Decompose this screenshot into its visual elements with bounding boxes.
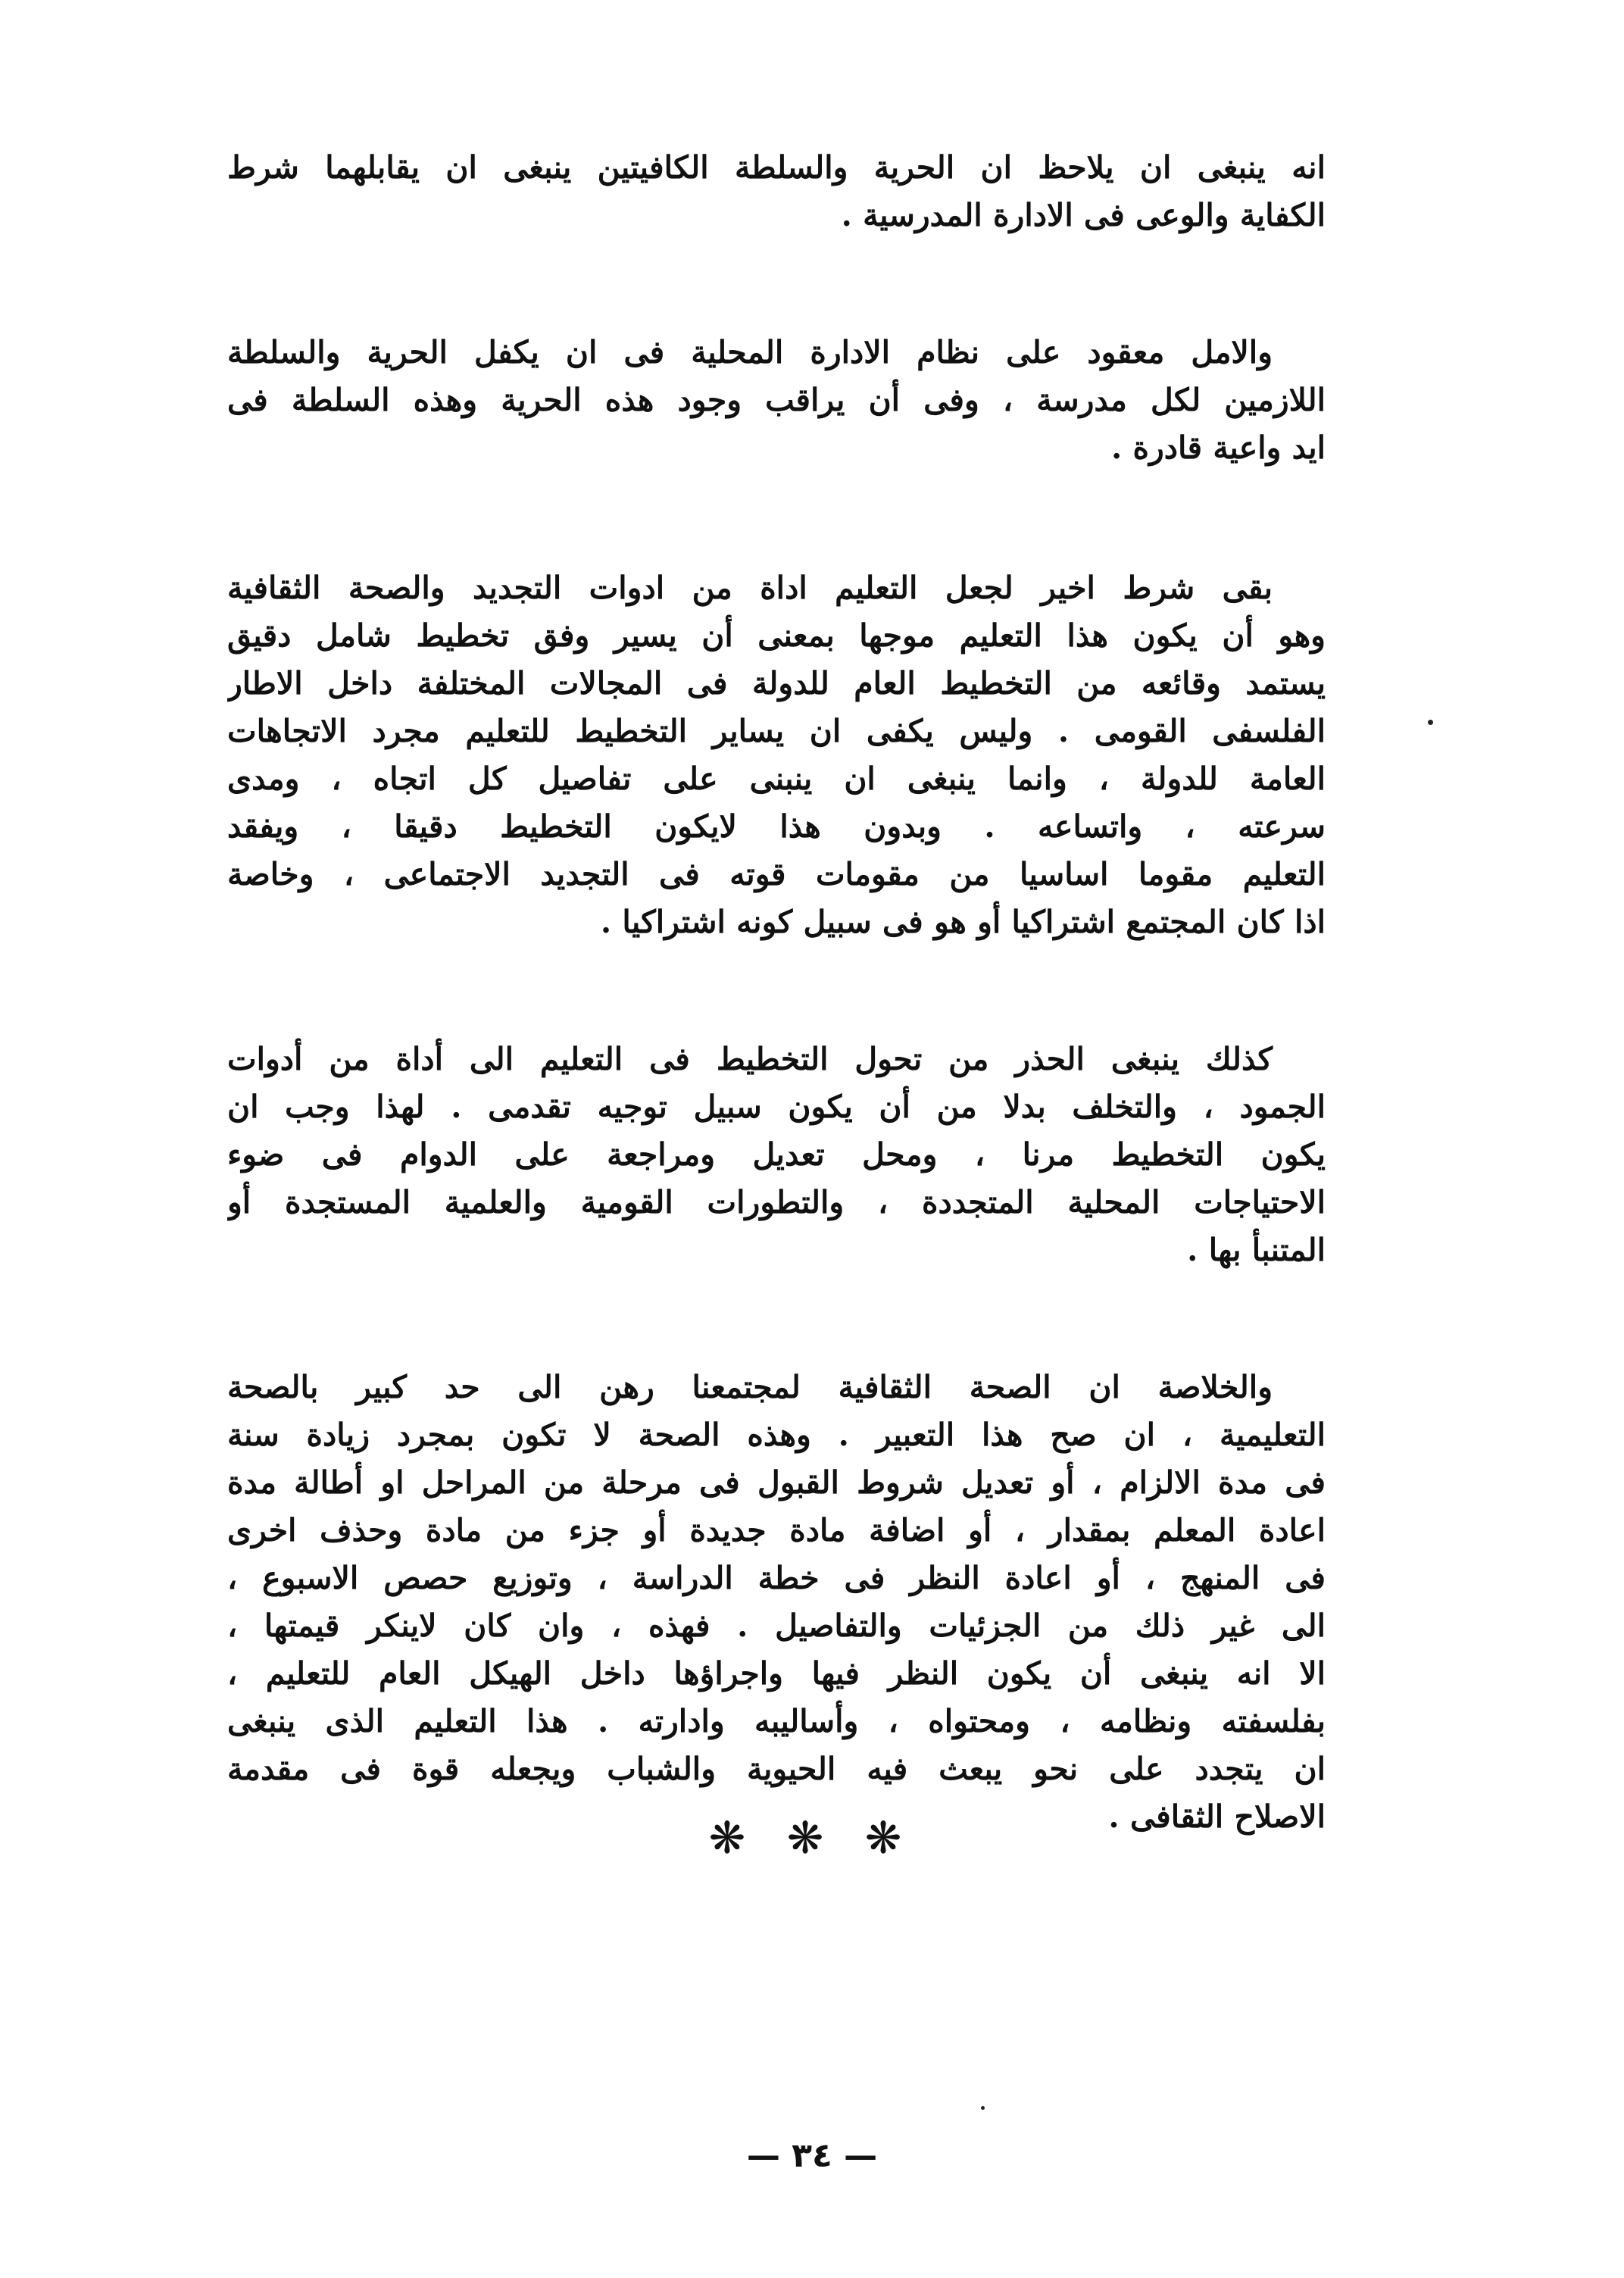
text-line: الاصلاح الثقافى .	[1108, 1798, 1326, 1835]
paragraph-5	[227, 1364, 1326, 1841]
text-line: والخلاصة ان الصحة الثقافية لمجتمعنا رهن الى حد كبير بالصحة	[227, 1369, 1273, 1405]
text-line: وهو أن يكون هذا التعليم موجها بمعنى أن يسير وفق تخطيط شامل دقيق	[227, 617, 1326, 654]
body-text	[227, 144, 1326, 1841]
text-line: بقى شرط اخير لجعل التعليم اداة من ادوات التجديد والصحة الثقافية	[227, 570, 1273, 606]
paragraph-2	[227, 329, 1326, 472]
page-number: — ٣٤ —	[746, 2136, 878, 2175]
paragraph-4	[227, 1036, 1326, 1274]
text-line: سرعته ، واتساعه . وبدون هذا لايكون التخطيط دقيقا ، ويفقد	[227, 808, 1326, 845]
text-line: الفلسفى القومى . وليس يكفى ان يساير التخطيط للتعليم مجرد الاتجاهات	[227, 713, 1326, 749]
scan-speck	[981, 2106, 985, 2110]
text-line: بفلسفته ونظامه ، ومحتواه ، وأساليبه وادارته . هذا التعليم الذى ينبغى	[227, 1703, 1326, 1739]
text-line: التعليم مقوما اساسيا من مقومات قوته فى التجديد الاجتماعى ، وخاصة	[227, 856, 1326, 892]
text-line: اللازمين لكل مدرسة ، وفى أن يراقب وجود هذه الحرية وهذه السلطة فى	[227, 382, 1326, 418]
text-line: التعليمية ، ان صح هذا التعبير . وهذه الصحة لا تكون بمجرد زيادة سنة	[227, 1417, 1326, 1453]
text-line: اعادة المعلم بمقدار ، أو اضافة مادة جديدة أو جزء من مادة وحذف اخرى	[227, 1512, 1326, 1548]
text-line: الكفاية والوعى فى الادارة المدرسية .	[841, 197, 1326, 233]
section-ornament: ❋ ❋ ❋	[708, 1812, 916, 1864]
text-line: يستمد وقائعه من التخطيط العام للدولة فى المجالات المختلفة داخل الاطار	[227, 665, 1326, 702]
scan-speck	[1428, 720, 1433, 725]
text-line: المتنبأ بها .	[1187, 1232, 1326, 1268]
text-line: ايد واعية قادرة .	[1110, 430, 1326, 466]
text-line: اذا كان المجتمع اشتراكيا أو هو فى سبيل كونه اشتراكيا .	[600, 904, 1326, 940]
text-line: الاحتياجات المحلية المتجددة ، والتطورات القومية والعلمية المستجدة أو	[227, 1184, 1326, 1220]
text-line: انه ينبغى ان يلاحظ ان الحرية والسلطة الكافيتين ينبغى ان يقابلهما شرط	[227, 149, 1326, 186]
text-line: فى مدة الالزام ، أو تعديل شروط القبول فى مرحلة من المراحل او أطالة مدة	[227, 1464, 1326, 1501]
paragraph-1	[227, 144, 1326, 239]
text-line: ان يتجدد على نحو يبعث فيه الحيوية والشباب ويجعله قوة فى مقدمة	[227, 1751, 1326, 1787]
text-line: يكون التخطيط مرنا ، ومحل تعديل ومراجعة على الدوام فى ضوء	[227, 1136, 1326, 1173]
text-line: العامة للدولة ، وانما ينبغى ان ينبنى على تفاصيل كل اتجاه ، ومدى	[227, 761, 1326, 797]
paragraph-3	[227, 564, 1326, 946]
text-line: الى غير ذلك من الجزئيات والتفاصيل . فهذه ، وان كان لاينكر قيمتها ،	[227, 1608, 1326, 1644]
text-line: الجمود ، والتخلف بدلا من أن يكون سبيل توجيه تقدمى . لهذا وجب ان	[227, 1089, 1326, 1125]
text-line: فى المنهج ، أو اعادة النظر فى خطة الدراسة ، وتوزيع حصص الاسبوع ،	[227, 1560, 1326, 1596]
text-line: الا انه ينبغى أن يكون النظر فيها واجراؤها داخل الهيكل العام للتعليم ،	[227, 1655, 1326, 1692]
text-line: والامل معقود على نظام الادارة المحلية فى ان يكفل الحرية والسلطة	[227, 334, 1273, 370]
text-line: كذلك ينبغى الحذر من تحول التخطيط فى التعليم الى أداة من أدوات	[227, 1041, 1273, 1077]
